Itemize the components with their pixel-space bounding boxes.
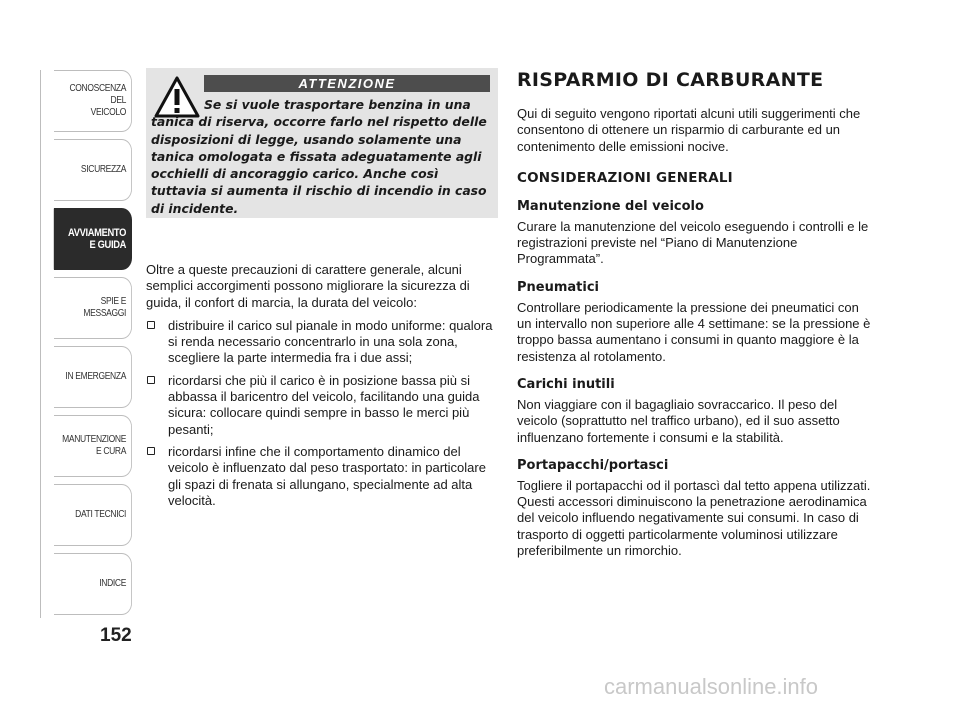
subsection-title: CONSIDERAZIONI GENERALI	[517, 169, 733, 186]
tab-dati-tecnici[interactable]: DATI TECNICI	[54, 484, 132, 546]
right-column	[517, 68, 872, 570]
checkbox-bullet-icon	[147, 321, 155, 329]
list-item	[146, 318, 496, 367]
item-text-portapacchi: Togliere il portapacchi od il portascì dal tetto appena utilizzati. Questi accessori diminuiscono la penetrazione aerodinamica del veicolo influendo negativamente sui consumi. In caso di trasporto di oggetti particolarmente voluminosi utilizzare preferibilmente un rimorchio.	[517, 477, 871, 559]
page-number: 152	[100, 625, 132, 646]
list-item-text: ricordarsi che più il carico è in posizione bassa più si abbassa il baricentro del veicolo, facilitando una guida sicura: collocare quindi sempre in basso le merci più pesanti;	[168, 372, 480, 437]
item-text-manutenzione: Curare la manutenzione del veicolo eseguendo i controlli e le registrazioni previste nel “Piano di Manutenzione Programmata”.	[517, 218, 869, 267]
item-heading-manutenzione: Manutenzione del veicolo	[517, 198, 704, 214]
item-heading-carichi: Carichi inutili	[517, 376, 615, 392]
tab-sicurezza[interactable]: SICUREZZA	[54, 139, 132, 201]
tab-conoscenza-del-veicolo[interactable]: CONOSCENZA DEL VEICOLO	[54, 70, 132, 132]
warning-title: ATTENZIONE	[204, 75, 490, 92]
item-heading-pneumatici: Pneumatici	[517, 279, 600, 295]
tab-indice[interactable]: INDICE	[54, 553, 132, 615]
tab-in-emergenza[interactable]: IN EMERGENZA	[54, 346, 132, 408]
precautions-intro: Oltre a queste precauzioni di carattere generale, alcuni semplici accorgimenti possono migliorare la sicurezza di guida, il confort di marcia, la durata del veicolo:	[146, 262, 470, 310]
list-item-text: ricordarsi infine che il comportamento dinamico del veicolo è influenzato dal peso trasportato: in particolare gli spazi di frenata si allungano, specialmente ad alta velocità.	[168, 443, 486, 508]
list-item	[146, 373, 496, 438]
item-text-pneumatici: Controllare periodicamente la pressione dei pneumatici con un intervallo non superiore alle 4 settimane: se la pressione è troppo bassa aumentano i consumi in quanto maggiore è la resistenza al rotolamento.	[517, 299, 871, 364]
item-heading-portapacchi: Portapacchi/portasci	[517, 457, 669, 473]
warning-box	[146, 68, 498, 218]
tab-avviamento-e-guida[interactable]: AVVIAMENTO E GUIDA	[54, 208, 132, 270]
watermark: carmanualsonline.info	[604, 674, 819, 699]
list-item	[146, 444, 496, 509]
item-text-carichi: Non viaggiare con il bagagliaio sovraccarico. Il peso del veicolo (soprattutto nel traffico urbano), ed il suo assetto influenzano fortemente i consumi e la stabilità.	[517, 396, 840, 445]
left-column	[146, 262, 496, 515]
section-title: RISPARMIO DI CARBURANTE	[517, 69, 824, 91]
warning-text: Se si vuole trasportare benzina in una tanica di riserva, occorre farlo nel rispetto delle disposizioni di legge, usando solamente una tanica omologata e fissata adeguatamente agli occhielli di ancoraggio carico. Anche così tuttavia si aumenta il rischio di incendio in caso di incidente.	[151, 97, 487, 216]
list-item-text: distribuire il carico sul pianale in modo uniforme: qualora si renda necessario concentrarlo in una sola zona, scegliere la parte intermedia fra i due assi;	[168, 317, 493, 366]
checkbox-bullet-icon	[147, 376, 155, 384]
sidebar-divider	[40, 70, 41, 618]
precautions-list	[146, 318, 496, 509]
tab-manutenzione-e-cura[interactable]: MANUTENZIONE E CURA	[54, 415, 132, 477]
section-intro: Qui di seguito vengono riportati alcuni utili suggerimenti che consentono di ottenere un risparmio di carburante ed un contenimento delle emissioni nocive.	[517, 106, 861, 154]
tab-spie-e-messaggi[interactable]: SPIE E MESSAGGI	[54, 277, 132, 339]
checkbox-bullet-icon	[147, 447, 155, 455]
